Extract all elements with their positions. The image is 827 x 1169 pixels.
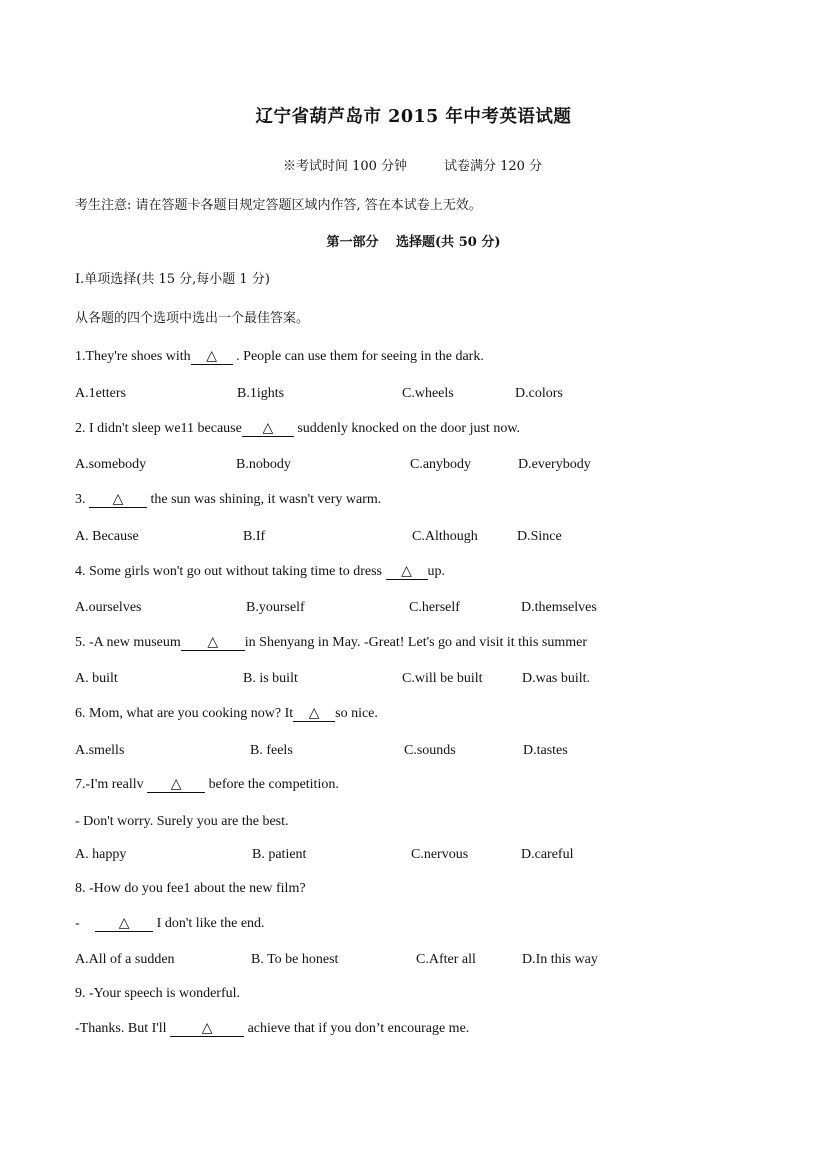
option-d: D.In this way bbox=[522, 952, 598, 967]
option-c: C.nervous bbox=[411, 847, 469, 862]
part-one-heading: 第一部分 选择题(共 50 分) bbox=[326, 235, 501, 250]
answer-blank: △ bbox=[170, 1022, 244, 1037]
option-d: D.was built. bbox=[522, 671, 591, 686]
question-stem-text: 2. I didn't sleep we11 because bbox=[75, 421, 242, 436]
answer-blank: △ bbox=[89, 493, 147, 508]
section-instruction: 从各题的四个选项中选出一个最佳答案。 bbox=[75, 311, 310, 326]
option-b: B. patient bbox=[252, 847, 307, 862]
option-a: A. happy bbox=[75, 847, 127, 862]
question-3-stem bbox=[75, 493, 381, 508]
question-stem-text: 5. -A new museum bbox=[75, 635, 181, 650]
question-4-stem bbox=[75, 565, 445, 580]
option-b: B.yourself bbox=[246, 600, 305, 615]
option-c: C.Although bbox=[412, 529, 478, 544]
question-stem-text: 1.They're shoes with bbox=[75, 349, 191, 364]
answer-blank: △ bbox=[386, 565, 428, 580]
option-a: A. built bbox=[75, 671, 118, 686]
question-stem-text: the sun was shining, it wasn't very warm. bbox=[147, 492, 382, 507]
question-7-stem bbox=[75, 778, 339, 793]
option-c: C.sounds bbox=[404, 743, 456, 758]
option-d: D.Since bbox=[517, 529, 562, 544]
question-8-stem: 8. -How do you fee1 about the new film? bbox=[75, 881, 306, 896]
question-stem-text: 4. Some girls won't go out without taking time to dress bbox=[75, 564, 386, 579]
question-stem-text: before the competition. bbox=[205, 777, 339, 792]
option-d: D.themselves bbox=[521, 600, 597, 615]
option-b: B.nobody bbox=[236, 457, 291, 472]
question-stem-text: so nice. bbox=[335, 706, 378, 721]
option-a: A.smells bbox=[75, 743, 125, 758]
option-c: C.will be built bbox=[402, 671, 483, 686]
option-d: D.everybody bbox=[518, 457, 591, 472]
option-b: B.If bbox=[243, 529, 266, 544]
answer-blank: △ bbox=[95, 917, 153, 932]
section-one-heading: I.单项选择(共 15 分,每小题 1 分) bbox=[75, 272, 270, 287]
full-score: 试卷满分 120 分 bbox=[444, 159, 543, 174]
option-c: C.wheels bbox=[402, 386, 454, 401]
answer-blank: △ bbox=[181, 636, 245, 651]
question-5-stem bbox=[75, 636, 587, 651]
question-stem-text: in Shenyang in May. -Great! Let's go and visit it this summer bbox=[244, 635, 587, 650]
option-b: B. To be honest bbox=[251, 952, 339, 967]
option-c: C.anybody bbox=[410, 457, 472, 472]
option-a: A.somebody bbox=[75, 457, 147, 472]
option-d: D.tastes bbox=[523, 743, 568, 758]
page-title: 辽宁省葫芦岛市 2015 年中考英语试题 bbox=[255, 107, 572, 127]
option-b: B. is built bbox=[243, 671, 298, 686]
option-a: A.ourselves bbox=[75, 600, 142, 615]
question-stem-text: - bbox=[75, 916, 84, 931]
question-9-stem: 9. -Your speech is wonderful. bbox=[75, 986, 240, 1001]
option-d: D.colors bbox=[515, 386, 563, 401]
question-8-reply bbox=[75, 917, 265, 932]
option-a: A.1etters bbox=[75, 386, 126, 401]
answer-blank: △ bbox=[147, 778, 205, 793]
question-9-reply bbox=[75, 1022, 469, 1037]
question-stem-text: suddenly knocked on the door just now. bbox=[293, 421, 521, 436]
option-c: C.After all bbox=[416, 952, 476, 967]
question-stem-text: . People can use them for seeing in the dark. bbox=[232, 349, 484, 364]
question-stem-text: up. bbox=[427, 564, 446, 579]
option-b: B. feels bbox=[250, 743, 293, 758]
option-b: B.1ights bbox=[237, 386, 285, 401]
question-stem-text: 3. bbox=[75, 492, 89, 507]
option-d: D.careful bbox=[521, 847, 574, 862]
option-a: A. Because bbox=[75, 529, 139, 544]
question-1-stem bbox=[75, 350, 484, 365]
option-c: C.herself bbox=[409, 600, 460, 615]
question-6-stem bbox=[75, 707, 378, 722]
question-stem-text: I don't like the end. bbox=[153, 916, 265, 931]
question-7-reply: - Don't worry. Surely you are the best. bbox=[75, 814, 289, 829]
option-a: A.All of a sudden bbox=[75, 952, 175, 967]
question-2-stem bbox=[75, 422, 520, 437]
answer-blank: △ bbox=[191, 350, 233, 365]
exam-time: ※考试时间 100 分钟 bbox=[283, 159, 408, 174]
question-stem-text: -Thanks. But I'll bbox=[75, 1021, 171, 1036]
question-stem-text: 6. Mom, what are you cooking now? It bbox=[75, 706, 294, 721]
answer-blank: △ bbox=[242, 422, 294, 437]
question-stem-text: achieve that if you don’t encourage me. bbox=[244, 1021, 470, 1036]
exam-notice: 考生注意: 请在答题卡各题目规定答题区域内作答, 答在本试卷上无效。 bbox=[75, 198, 482, 213]
question-stem-text: 7.-I'm reallv bbox=[75, 777, 148, 792]
answer-blank: △ bbox=[293, 707, 335, 722]
